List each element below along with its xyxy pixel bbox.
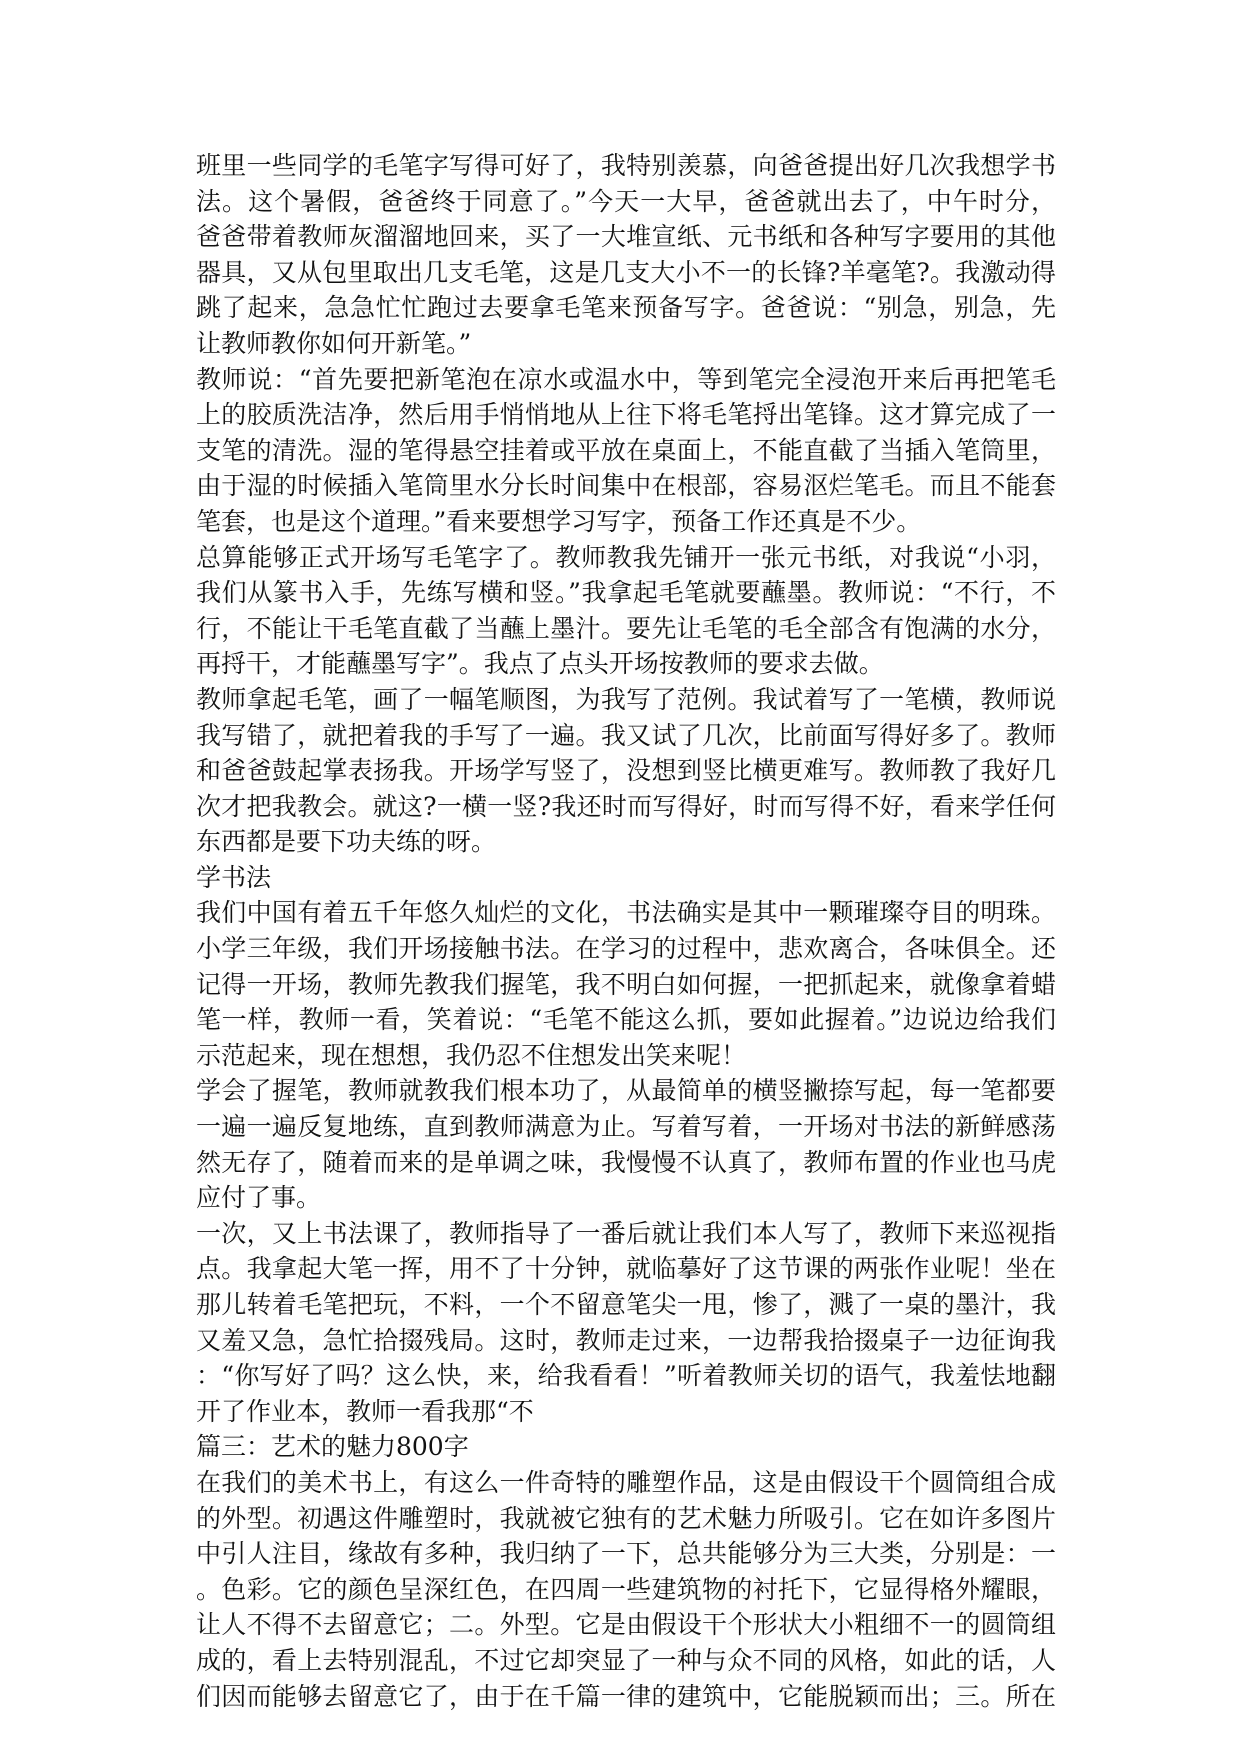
text-line: 再捋干，才能蘸墨写字”。我点了点头开场按教师的要求去做。 xyxy=(196,649,884,679)
text-line: 中引人注目，缘故有多种，我归纳了一下，总共能够分为三大类，分别是：一 xyxy=(196,1539,1056,1569)
section-heading: 篇三：艺术的魅力800字 xyxy=(196,1432,469,1462)
text-line: 让教师教你如何开新笔。” xyxy=(196,328,472,358)
text-line: 器具，又从包里取出几支毛笔，这是几支大小不一的长锋?羊毫笔?。我激动得 xyxy=(196,257,1056,287)
text-line: 上的胶质洗洁净，然后用手悄悄地从上往下将毛笔捋出笔锋。这才算完成了一 xyxy=(196,400,1056,430)
text-line: 那儿转着毛笔把玩，不料，一个不留意笔尖一甩，惨了，溅了一桌的墨汁，我 xyxy=(196,1290,1056,1319)
text-line: 笔一样，教师一看，笑着说：“毛笔不能这么抓，要如此握着。”边说边给我们 xyxy=(196,1005,1056,1035)
text-line: 法。这个暑假，爸爸终于同意了。”今天一大早，爸爸就出去了，中午时分， xyxy=(196,186,1056,216)
text-line: 在我们的美术书上，有这么一件奇特的雕塑作品，这是由假设干个圆筒组合成 xyxy=(196,1467,1056,1497)
text-line: 开了作业本，教师一看我那“不 xyxy=(196,1396,534,1426)
text-line: 总算能够正式开场写毛笔字了。教师教我先铺开一张元书纸，对我说“小羽， xyxy=(196,542,1056,572)
text-line: 们因而能够去留意它了，由于在千篇一律的建筑中，它能脱颖而出；三。所在 xyxy=(196,1681,1056,1711)
text-line: 教师拿起毛笔，画了一幅笔顺图，为我写了范例。我试着写了一笔横，教师说 xyxy=(196,684,1056,714)
text-line: 一遍一遍反复地练，直到教师满意为止。写着写着，一开场对书法的新鲜感荡 xyxy=(196,1112,1056,1142)
text-line: 由于湿的时候插入笔筒里水分长时间集中在根部，容易沤烂笔毛。而且不能套 xyxy=(196,471,1056,501)
text-line: 东西都是要下功夫练的呀。 xyxy=(196,827,497,857)
text-line: 和爸爸鼓起掌表扬我。开场学写竖了，没想到竖比横更难写。教师教了我好几 xyxy=(196,756,1056,786)
text-line: 点。我拿起大笔一挥，用不了十分钟，就临摹好了这节课的两张作业呢！坐在 xyxy=(196,1254,1056,1284)
text-line: 又羞又急，急忙拾掇残局。这时，教师走过来，一边帮我拾掇桌子一边征询我 xyxy=(196,1325,1056,1355)
text-line: ：“你写好了吗？这么快，来，给我看看！”听着教师关切的语气，我羞怯地翻 xyxy=(196,1361,1056,1391)
text-line: 次才把我教会。就这?一横一竖?我还时而写得好，时而写得不好，看来学任何 xyxy=(196,791,1056,821)
text-line: 小学三年级，我们开场接触书法。在学习的过程中，悲欢离合，各味俱全。还 xyxy=(196,934,1056,964)
text-line: 我写错了，就把着我的手写了一遍。我又试了几次，比前面写得好多了。教师 xyxy=(196,720,1056,750)
section-heading: 学书法 xyxy=(196,862,272,892)
text-line: 行，不能让干毛笔直截了当蘸上墨汁。要先让毛笔的毛全部含有饱满的水分， xyxy=(196,613,1056,643)
text-line: 学会了握笔，教师就教我们根本功了，从最简单的横竖撇捺写起，每一笔都要 xyxy=(196,1076,1056,1106)
text-line: 示范起来，现在想想，我仍忍不住想发出笑来呢！ xyxy=(196,1040,747,1070)
text-line: 笔套，也是这个道理。”看来要想学习写字，预备工作还真是不少。 xyxy=(196,506,922,536)
text-line: 应付了事。 xyxy=(196,1183,322,1213)
text-line: 支笔的清洗。湿的笔得悬空挂着或平放在桌面上，不能直截了当插入笔筒里， xyxy=(196,435,1056,465)
text-line: 的外型。初遇这件雕塑时，我就被它独有的艺术魅力所吸引。它在如许多图片 xyxy=(196,1503,1056,1533)
text-line: 一次，又上书法课了，教师指导了一番后就让我们本人写了，教师下来巡视指 xyxy=(196,1218,1056,1248)
text-line: 我们从篆书入手，先练写横和竖。”我拿起毛笔就要蘸墨。教师说：“不行，不 xyxy=(196,578,1056,608)
text-line: 教师说：“首先要把新笔泡在凉水或温水中，等到笔完全浸泡开来后再把笔毛 xyxy=(196,364,1056,394)
text-line: 爸爸带着教师灰溜溜地回来，买了一大堆宣纸、元书纸和各种写字要用的其他 xyxy=(196,222,1056,252)
text-line: 跳了起来，急急忙忙跑过去要拿毛笔来预备写字。爸爸说：“别急，别急，先 xyxy=(196,293,1056,323)
text-line: 我们中国有着五千年悠久灿烂的文化，书法确实是其中一颗璀璨夺目的明珠。 xyxy=(196,898,1056,928)
text-line: 成的，看上去特别混乱，不过它却突显了一种与众不同的风格，如此的话，人 xyxy=(196,1645,1056,1675)
text-line: 然无存了，随着而来的是单调之味，我慢慢不认真了，教师布置的作业也马虎 xyxy=(196,1147,1056,1177)
text-line: 记得一开场，教师先教我们握笔，我不明白如何握，一把抓起来，就像拿着蜡 xyxy=(196,969,1056,999)
text-line: 。色彩。它的颜色呈深红色，在四周一些建筑物的衬托下，它显得格外耀眼， xyxy=(196,1574,1056,1604)
document-body xyxy=(196,148,1056,1714)
text-line: 让人不得不去留意它；二。外型。它是由假设干个形状大小粗细不一的圆筒组 xyxy=(196,1610,1056,1640)
text-line: 班里一些同学的毛笔字写得可好了，我特别羡慕，向爸爸提出好几次我想学书 xyxy=(196,151,1056,180)
